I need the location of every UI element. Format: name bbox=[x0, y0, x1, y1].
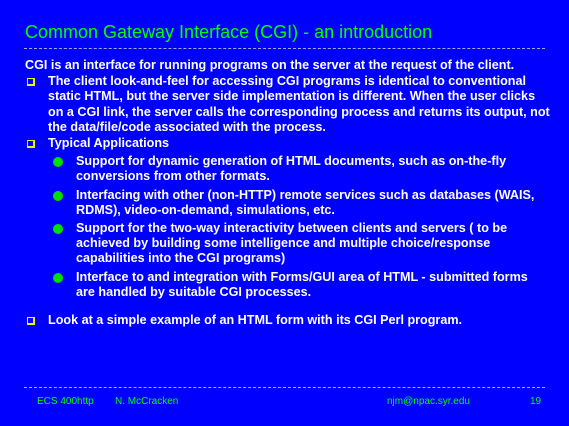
sub-bullet-text: Support for the two-way interactivity between clients and servers ( to be achieved by building some intelligence and multiple choice/response capabilities into the CGI programs) bbox=[76, 221, 508, 266]
round-bullet-icon bbox=[53, 191, 63, 201]
bullet-item bbox=[25, 74, 550, 135]
sub-bullet-item bbox=[25, 154, 550, 184]
sub-bullet-item bbox=[25, 188, 550, 218]
bullet-text: Typical Applications bbox=[48, 136, 170, 151]
slide-body bbox=[25, 58, 550, 328]
bullet-item bbox=[25, 313, 550, 328]
square-bullet-icon bbox=[27, 78, 35, 86]
bullet-text: Look at a simple example of an HTML form with its CGI Perl program. bbox=[48, 313, 463, 328]
sub-bullet-text: Interfacing with other (non-HTTP) remote services such as databases (WAIS, RDMS), video-on-demand, simulations, etc. bbox=[76, 187, 535, 217]
round-bullet-icon bbox=[53, 273, 63, 283]
sub-bullet-item bbox=[25, 270, 550, 300]
footer-divider bbox=[24, 387, 545, 388]
sub-bullet-text: Support for dynamic generation of HTML documents, such as on-the-fly conversions from other formats. bbox=[76, 154, 507, 184]
footer-email: njm@npac.syr.edu bbox=[387, 396, 470, 407]
square-bullet-icon bbox=[27, 140, 35, 148]
slide-title: Common Gateway Interface (CGI) - an introduction bbox=[25, 22, 433, 42]
title-divider bbox=[24, 48, 545, 49]
footer-course: ECS 400http bbox=[37, 396, 94, 407]
bullet-text: The client look-and-feel for accessing CGI programs is identical to conventional static HTML, but the server side implementation is different. When the user clicks on a CGI link, the server calls the corresponding process and returns its output, not the data/file/code associated with the process. bbox=[48, 74, 550, 134]
round-bullet-icon bbox=[53, 224, 63, 234]
bullet-item bbox=[25, 136, 550, 151]
sub-bullet-item bbox=[25, 221, 550, 267]
intro-text: CGI is an interface for running programs on the server at the request of the client. bbox=[25, 58, 515, 72]
square-bullet-icon bbox=[27, 317, 35, 325]
footer-author: N. McCracken bbox=[115, 396, 179, 407]
sub-bullet-text: Interface to and integration with Forms/GUI area of HTML - submitted forms are handled by suitable CGI processes. bbox=[76, 269, 528, 299]
footer-page-number: 19 bbox=[530, 396, 542, 407]
round-bullet-icon bbox=[53, 157, 63, 167]
